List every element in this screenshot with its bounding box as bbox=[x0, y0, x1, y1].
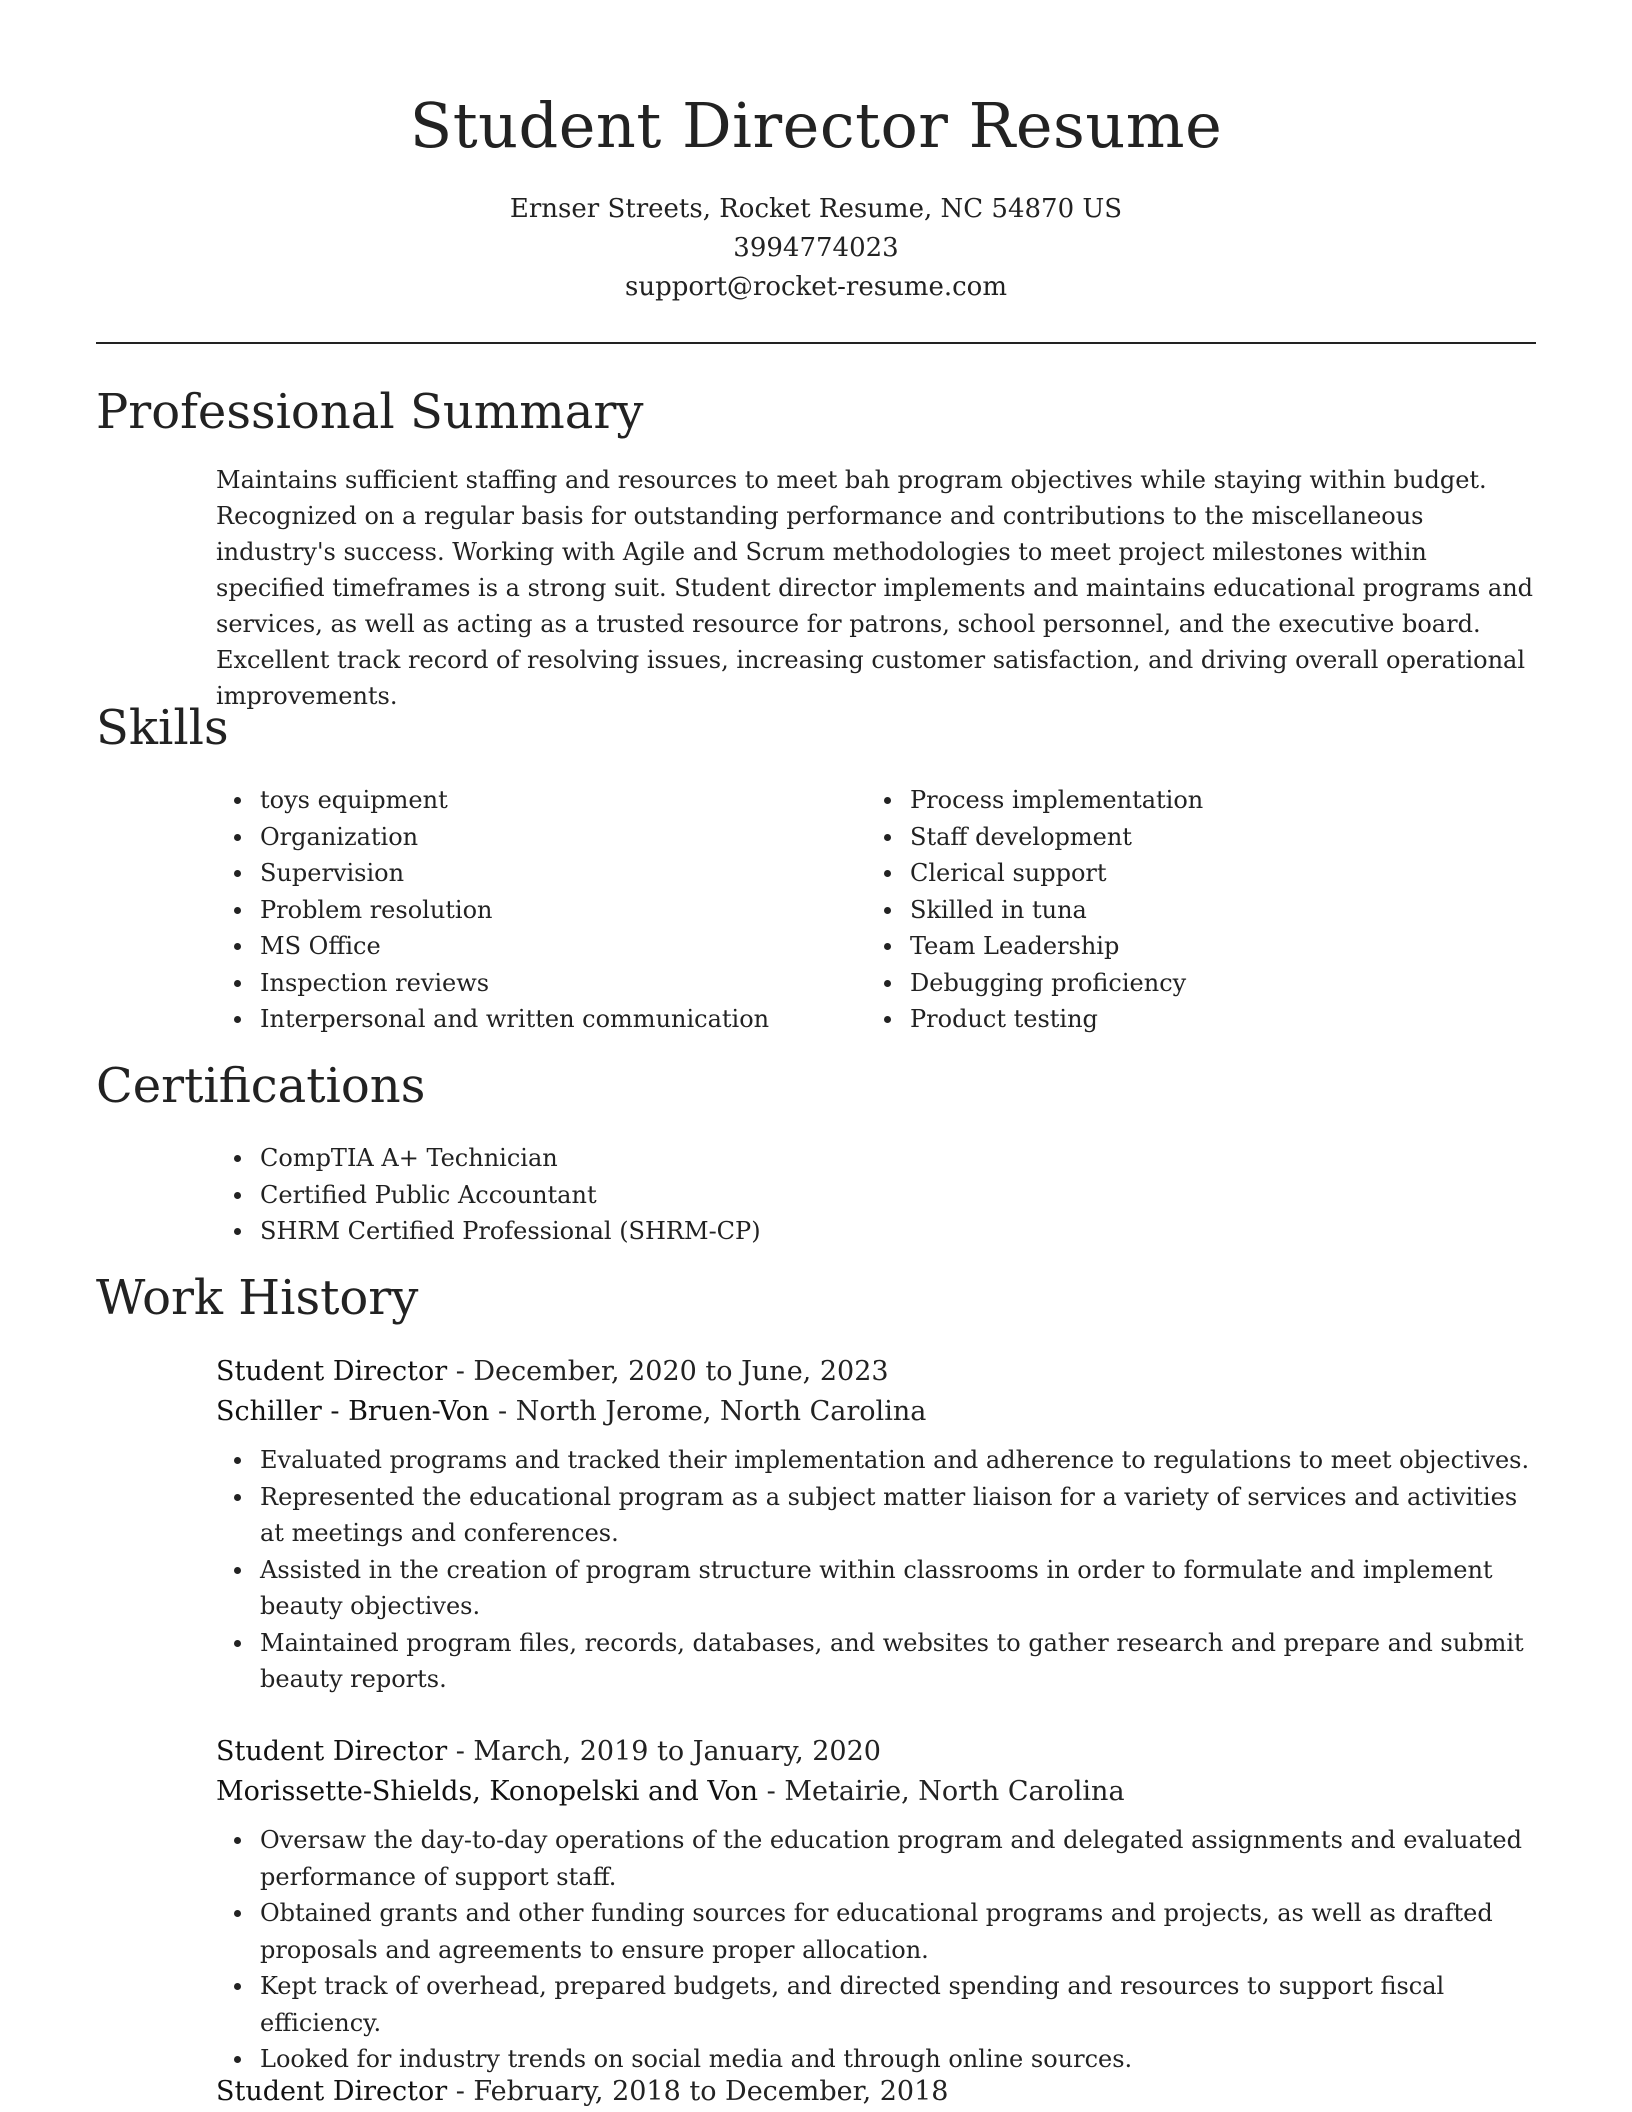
job-title-line bbox=[216, 1352, 1536, 1392]
list-item: Product testing bbox=[866, 1001, 1536, 1038]
job-company-line bbox=[216, 1772, 1536, 1812]
job-location: - Metairie, North Carolina bbox=[758, 1776, 1125, 1807]
list-item: Skilled in tuna bbox=[866, 892, 1536, 929]
contact-info bbox=[96, 190, 1536, 307]
job-entry bbox=[216, 1732, 1536, 2078]
list-item: Organization bbox=[216, 819, 836, 856]
job-duties-list bbox=[216, 1442, 1536, 1698]
job-dates: - March, 2019 to January, 2020 bbox=[447, 1736, 881, 1767]
job-entry bbox=[216, 2072, 1536, 2112]
list-item: CompTIA A+ Technician bbox=[216, 1140, 1536, 1177]
job-company-line bbox=[216, 1392, 1536, 1432]
list-item: Process implementation bbox=[866, 782, 1536, 819]
job-title-line bbox=[216, 2072, 1536, 2112]
job-entry bbox=[216, 1352, 1536, 1698]
address: Ernser Streets, Rocket Resume, NC 54870 US bbox=[509, 194, 1123, 224]
summary-heading: Professional Summary bbox=[96, 384, 644, 440]
list-item: Evaluated programs and tracked their implementation and adherence to regulations to meet objectives. bbox=[216, 1442, 1536, 1479]
job-title-line bbox=[216, 1732, 1536, 1772]
list-item: MS Office bbox=[216, 928, 836, 965]
list-item: SHRM Certified Professional (SHRM-CP) bbox=[216, 1213, 1536, 1250]
list-item: Problem resolution bbox=[216, 892, 836, 929]
summary-text: Maintains sufficient staffing and resources to meet bah program objectives while staying within budget. Recognized on a regular basis for outstanding performance and contributions to the miscellaneous industry's success. Working with Agile and Scrum methodologies to meet project milestones within specified timeframes is a strong suit. Student director implements and maintains educational programs and services, as well as acting as a trusted resource for patrons, school personnel, and the executive board. Excellent track record of resolving issues, increasing customer satisfaction, and driving overall operational improvements. bbox=[216, 466, 1534, 710]
list-item: Interpersonal and written communication bbox=[216, 1001, 836, 1038]
list-item: Clerical support bbox=[866, 855, 1536, 892]
list-item: Supervision bbox=[216, 855, 836, 892]
list-item: Debugging proficiency bbox=[866, 965, 1536, 1002]
list-item: toys equipment bbox=[216, 782, 836, 819]
job-location: - North Jerome, North Carolina bbox=[489, 1396, 927, 1427]
list-item: Inspection reviews bbox=[216, 965, 836, 1002]
job-title: Student Director bbox=[216, 1736, 448, 1767]
list-item: Obtained grants and other funding sources for educational programs and projects, as well as drafted proposals and agreements to ensure proper allocation. bbox=[216, 1895, 1536, 1968]
job-title: Student Director bbox=[216, 2076, 448, 2107]
skills-heading: Skills bbox=[96, 700, 229, 756]
certifications-heading: Certifications bbox=[96, 1058, 426, 1114]
list-item: Assisted in the creation of program structure within classrooms in order to formulate and implement beauty objectives. bbox=[216, 1552, 1536, 1625]
page-title: Student Director Resume bbox=[409, 89, 1223, 162]
list-item: Team Leadership bbox=[866, 928, 1536, 965]
list-item: Maintained program files, records, databases, and websites to gather research and prepare and submit beauty reports. bbox=[216, 1625, 1536, 1698]
skills-list-right bbox=[866, 782, 1536, 1038]
list-item: Kept track of overhead, prepared budgets, and directed spending and resources to support fiscal efficiency. bbox=[216, 1968, 1536, 2041]
list-item: Oversaw the day-to-day operations of the education program and delegated assignments and evaluated performance of support staff. bbox=[216, 1822, 1536, 1895]
list-item: Represented the educational program as a subject matter liaison for a variety of services and activities at meetings and conferences. bbox=[216, 1479, 1536, 1552]
skills-list-left bbox=[216, 782, 836, 1038]
list-item: Looked for industry trends on social media and through online sources. bbox=[216, 2041, 1536, 2078]
list-item: Staff development bbox=[866, 819, 1536, 856]
email: support@rocket-resume.com bbox=[624, 272, 1007, 302]
list-item: Certified Public Accountant bbox=[216, 1177, 1536, 1214]
resume-header bbox=[96, 84, 1536, 307]
job-dates: - February, 2018 to December, 2018 bbox=[447, 2076, 949, 2107]
job-company: Morissette-Shields, Konopelski and Von bbox=[216, 1776, 759, 1807]
header-divider bbox=[96, 342, 1536, 344]
job-dates: - December, 2020 to June, 2023 bbox=[447, 1356, 889, 1387]
certifications-list bbox=[216, 1140, 1536, 1250]
work-history-heading: Work History bbox=[96, 1270, 419, 1326]
job-title: Student Director bbox=[216, 1356, 448, 1387]
phone: 3994774023 bbox=[733, 233, 899, 263]
job-duties-list bbox=[216, 1822, 1536, 2078]
job-company: Schiller - Bruen-Von bbox=[216, 1396, 490, 1427]
